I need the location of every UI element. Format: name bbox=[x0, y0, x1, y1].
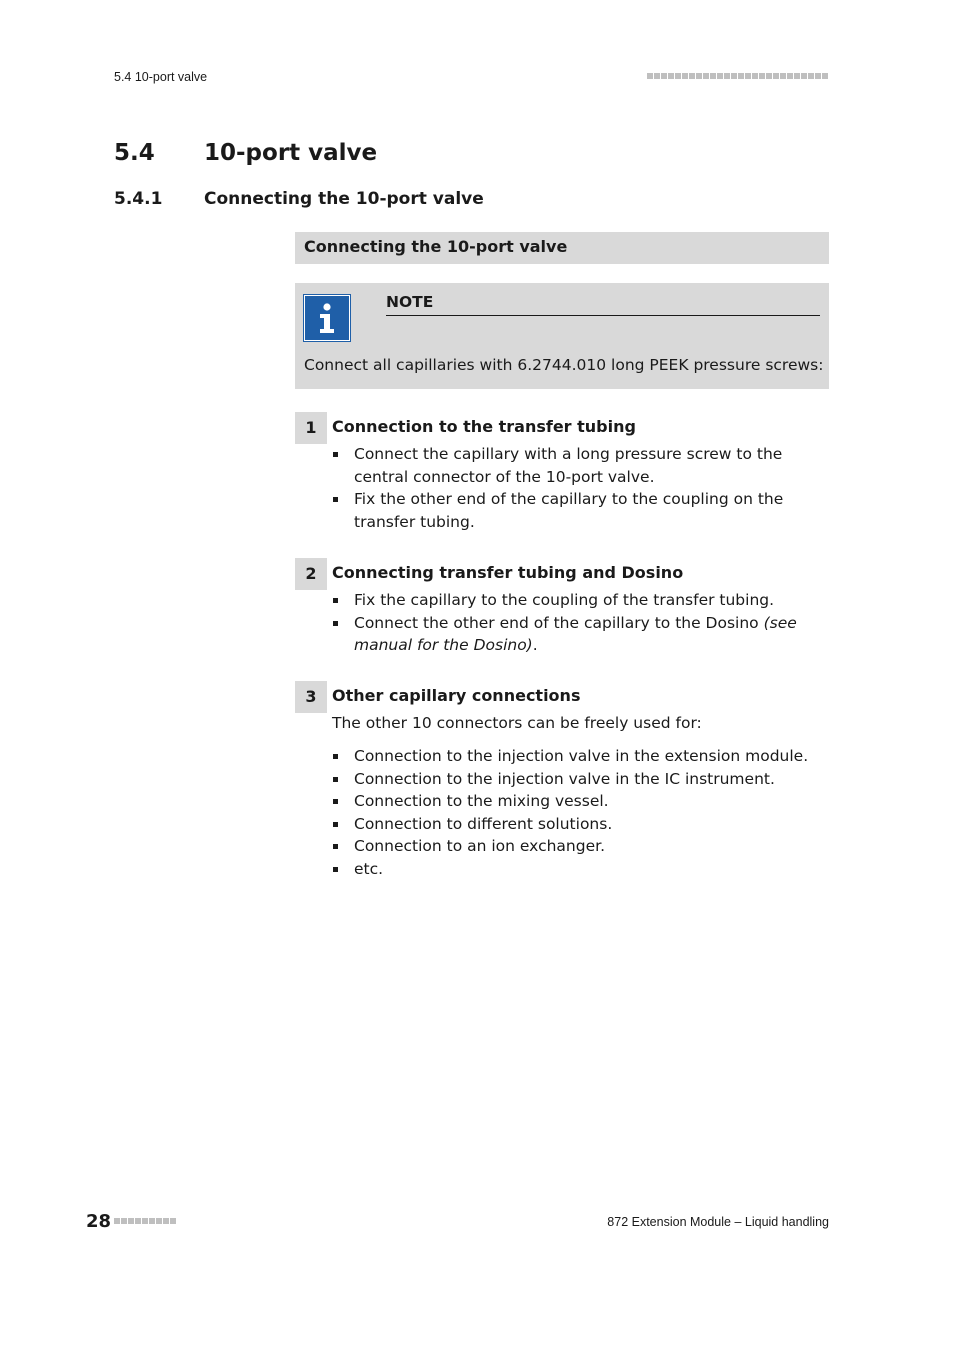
manual-reference: (see manual for the Dosino) bbox=[354, 613, 797, 654]
list-item: Connection to an ion exchanger. bbox=[332, 835, 832, 858]
step-3-intro: The other 10 connectors can be freely used for: bbox=[332, 714, 702, 732]
note-label: NOTE bbox=[386, 293, 820, 316]
header-decoration bbox=[647, 73, 828, 79]
document-title: 872 Extension Module – Liquid handling bbox=[607, 1215, 829, 1229]
subsection-title: Connecting the 10-port valve bbox=[204, 189, 484, 209]
list-item: Connection to the mixing vessel. bbox=[332, 790, 832, 813]
info-icon bbox=[304, 295, 350, 341]
step-title-3: Other capillary connections bbox=[332, 686, 581, 705]
bullet-text-end: . bbox=[532, 636, 538, 654]
list-item bbox=[332, 612, 832, 657]
list-item: Connection to different solutions. bbox=[332, 813, 832, 836]
subsection-heading bbox=[114, 189, 484, 209]
step-title-1: Connection to the transfer tubing bbox=[332, 417, 636, 436]
section-heading bbox=[114, 140, 377, 166]
step-number-3: 3 bbox=[295, 681, 327, 713]
list-item: Connection to the injection valve in the extension module. bbox=[332, 745, 832, 768]
step-3-bullets bbox=[332, 745, 832, 880]
page-number: 28 bbox=[86, 1211, 112, 1232]
procedure-title: Connecting the 10-port valve bbox=[295, 232, 829, 264]
step-number-1: 1 bbox=[295, 412, 327, 444]
footer-decoration bbox=[114, 1218, 176, 1224]
list-item: Connection to the injection valve in the IC instrument. bbox=[332, 768, 832, 791]
list-item: Connect the capillary with a long pressure screw to the central connector of the 10-port valve. bbox=[332, 443, 832, 488]
list-item: Fix the other end of the capillary to the coupling on the transfer tubing. bbox=[332, 488, 832, 533]
section-title: 10-port valve bbox=[204, 140, 378, 166]
subsection-number: 5.4.1 bbox=[114, 189, 163, 209]
bullet-text: Connect the other end of the capillary to the Dosino bbox=[354, 613, 764, 632]
step-1-bullets bbox=[332, 443, 832, 533]
note-text: Connect all capillaries with 6.2744.010 long PEEK pressure screws: bbox=[304, 356, 824, 374]
list-item: Fix the capillary to the coupling of the transfer tubing. bbox=[332, 589, 832, 612]
running-header: 5.4 10-port valve bbox=[114, 70, 208, 84]
step-number-2: 2 bbox=[295, 558, 327, 590]
list-item: etc. bbox=[332, 858, 832, 881]
step-2-bullets bbox=[332, 589, 832, 657]
note-box bbox=[295, 283, 829, 389]
section-number: 5.4 bbox=[114, 140, 155, 166]
step-title-2: Connecting transfer tubing and Dosino bbox=[332, 563, 684, 582]
